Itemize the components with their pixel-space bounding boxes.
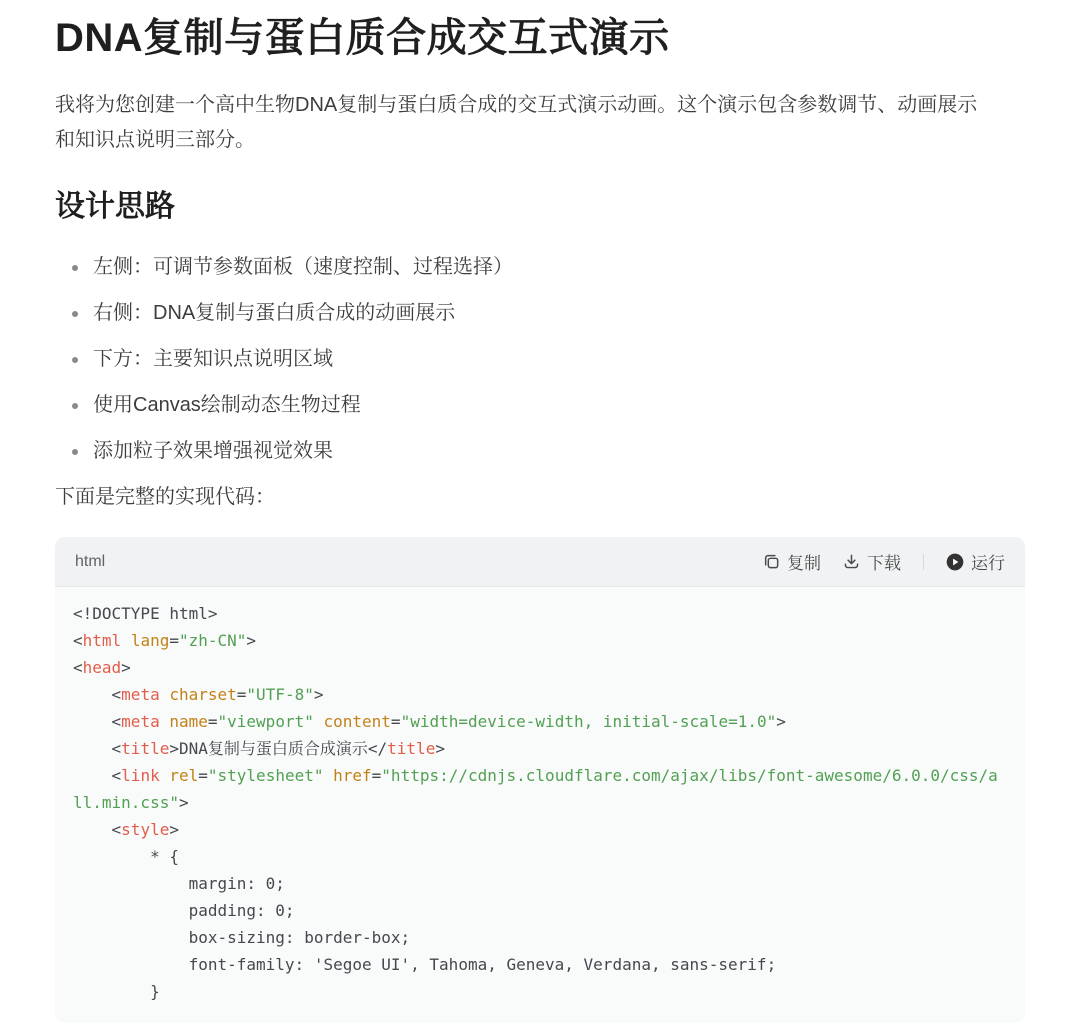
download-button[interactable] <box>843 549 901 574</box>
play-icon <box>946 553 964 571</box>
code-line: } <box>73 982 160 1001</box>
list-item <box>55 250 1025 285</box>
list-item-text: 左侧：可调节参数面板（速度控制、过程选择） <box>93 256 513 278</box>
code-line: * { <box>73 847 179 866</box>
code-line: <html lang="zh-CN"> <box>73 631 257 650</box>
code-block-header <box>55 537 1025 587</box>
list-item-text: 右侧：DNA复制与蛋白质合成的动画展示 <box>93 302 456 324</box>
copy-button-label: 复制 <box>787 554 821 573</box>
code-toolbar <box>763 549 1005 574</box>
code-intro-text: 下面是完整的实现代码： <box>55 486 275 508</box>
bullet-icon <box>72 357 78 363</box>
list-item-text: 下方：主要知识点说明区域 <box>93 348 333 370</box>
code-line: <head> <box>73 658 131 677</box>
download-icon <box>843 553 860 570</box>
toolbar-divider <box>923 554 924 570</box>
intro-paragraph: 我将为您创建一个高中生物DNA复制与蛋白质合成的交互式演示动画。这个演示包含参数调节、动画展示和知识点说明三部分。 <box>55 94 978 151</box>
design-heading: 设计思路 <box>55 190 175 223</box>
code-line: <meta charset="UTF-8"> <box>73 685 324 704</box>
bullet-icon <box>72 311 78 317</box>
code-line: <style> <box>73 820 179 839</box>
answer-content <box>0 13 1080 1023</box>
list-item <box>55 296 1025 331</box>
bullet-icon <box>72 403 78 409</box>
code-line: margin: 0; <box>73 874 285 893</box>
bullet-icon <box>72 449 78 455</box>
run-button[interactable] <box>946 549 1005 574</box>
copy-icon <box>763 553 780 570</box>
list-item-text: 添加粒子效果增强视觉效果 <box>93 440 333 462</box>
code-line: <meta name="viewport" content="width=device-width, initial-scale=1.0"> <box>73 712 786 731</box>
code-line: font-family: 'Segoe UI', Tahoma, Geneva, Verdana, sans-serif; <box>73 955 777 974</box>
list-item-text: 使用Canvas绘制动态生物过程 <box>93 394 361 416</box>
download-button-label: 下载 <box>867 554 901 573</box>
code-line: <!DOCTYPE html> <box>73 604 218 623</box>
list-item <box>55 342 1025 377</box>
code-line: <link rel="stylesheet" href="https://cdnjs.cloudflare.com/ajax/libs/font-awesome/6.0.0/css/a <box>73 766 998 785</box>
list-item <box>55 434 1025 469</box>
bullet-icon <box>72 265 78 271</box>
run-button-label: 运行 <box>971 554 1005 573</box>
code-block <box>55 537 1025 1023</box>
page-title: DNA复制与蛋白质合成交互式演示 <box>55 16 670 60</box>
code-line: <title>DNA复制与蛋白质合成演示</title> <box>73 739 445 758</box>
code-language-label: html <box>75 552 106 570</box>
code-line: box-sizing: border-box; <box>73 928 411 947</box>
code-line: ll.min.css"> <box>73 793 189 812</box>
code-content <box>55 587 1025 1023</box>
copy-button[interactable] <box>763 549 821 574</box>
design-list <box>55 250 1025 469</box>
code-line: padding: 0; <box>73 901 295 920</box>
list-item <box>55 388 1025 423</box>
